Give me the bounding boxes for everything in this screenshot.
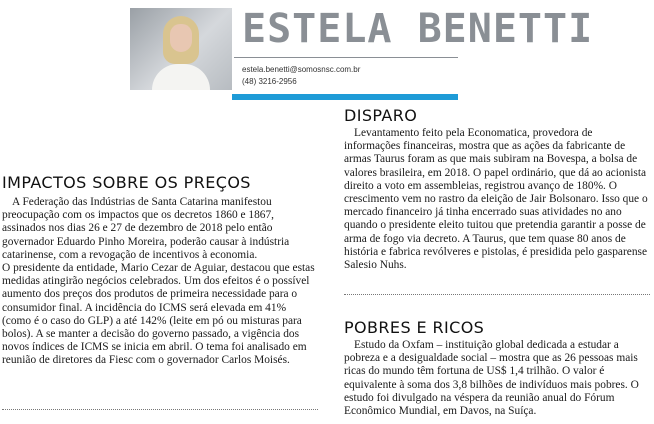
author-photo-face [170,24,192,52]
author-photo [130,8,232,90]
article-body-pobres-ricos [344,339,650,418]
section-divider [344,294,650,295]
author-photo-shoulders [152,64,210,90]
author-phone: (48) 3216-2956 [242,77,297,86]
author-email: estela.benetti@somosnsc.com.br [242,65,361,74]
article-paragraph: Levantamento feito pela Economatica, provedora de informações financeiras, mostra que as ações da fabricante de armas Taurus foram as que mais subiram na Bovespa, a bolsa de valores brasileira, em 2018. O papel ordinário, que dá ao acionista direito a voto em assembleias, registrou avanço de 180%. O crescimento vem no rastro da eleição de Jair Bolsonaro. Isso que o mercado financeiro já tinha encerrado suas atividades no ano quando o presidente eleito tuitou que pretendia garantir a posse de arma de fogo via decreto. A Taurus, que tem quase 80 anos de história e fabrica revólveres e pistolas, é presidida pelo gasparense Salesio Nuhs. [344,127,648,272]
author-name: ESTELA BENETTI [242,6,594,52]
article-paragraph: A Federação das Indústrias de Santa Catarina manifestou preocupação com os impactos que os decretos 1860 e 1867, assinados nos dias 26 e 27 de dezembro de 2018 pelo então governador Eduardo Pinho Moreira, poderão causar à indústria catarinense, com a revogação de incentivos à economia. [2,196,290,261]
header-accent-bar [232,94,458,100]
column-header [130,6,594,94]
header-divider [234,57,458,58]
article-title-impactos: IMPACTOS SOBRE OS PREÇOS [2,173,251,192]
article-paragraph: Estudo da Oxfam – instituição global dedicada a estudar a pobreza e a desigualdade social – mostra que as 26 pessoas mais ricas do mundo têm fortuna de US$ 1,4 trilhão. O valor é equivalente à soma dos 3,8 bilhões de indivíduos mais pobres. O estudo foi divulgado na véspera da reunião anual do Fórum Econômico Mundial, em Davos, na Suíça. [344,339,639,418]
article-title-disparo: DISPARO [344,106,418,125]
article-title-pobres-ricos: POBRES E RICOS [344,318,485,337]
article-paragraph: O presidente da entidade, Mario Cezar de Aguiar, destacou que estas medidas atingirão negócios celebrados. Um dos efeitos é o possível aumento dos preços dos produtos de primeira necessidade para o consumidor final. A incidência do ICMS será elevada em 41% (como é o caso do GLP) a até 142% (leite em pó ou misturas para bolos). A se manter a decisão do governo passado, a vigência dos novos índices de ICMS se inicia em abril. O tema foi analisado em reunião de diretores da Fiesc com o governador Carlos Moisés. [2,262,315,367]
section-divider [2,409,318,410]
article-body-impactos [2,196,317,368]
article-body-disparo [344,127,650,272]
